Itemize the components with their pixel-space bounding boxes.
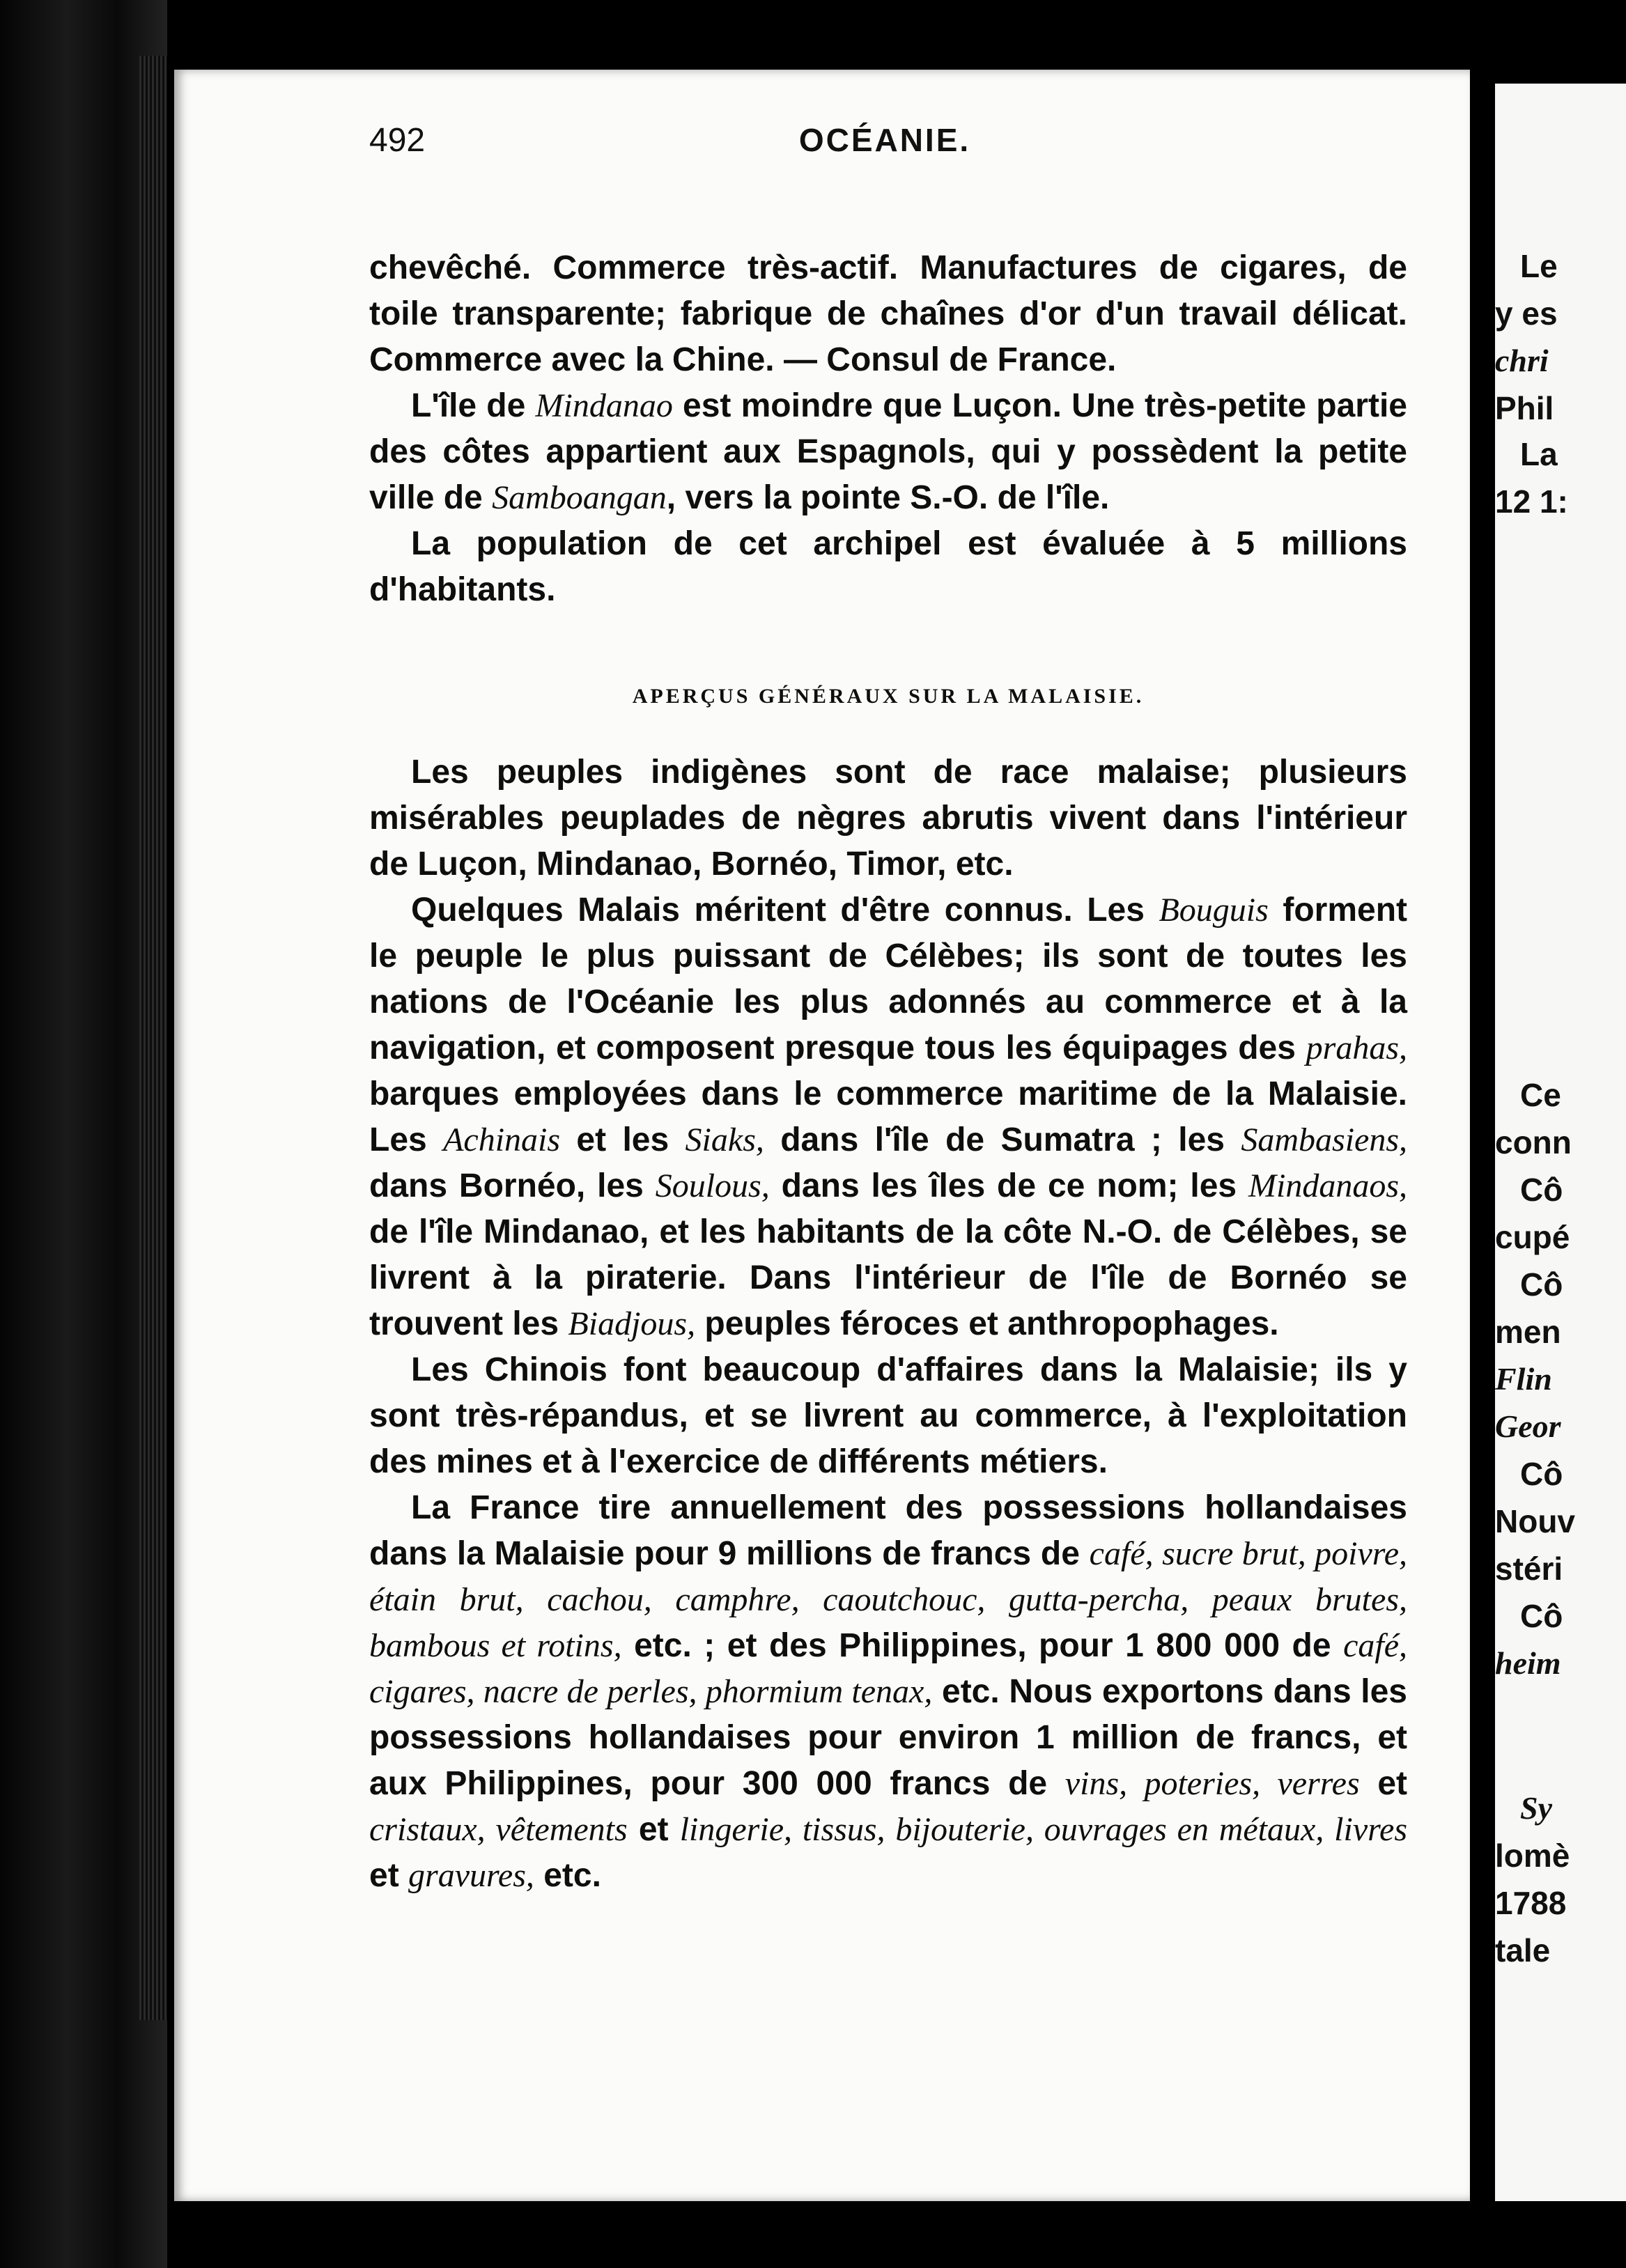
right-page-fragment: y es [1495, 295, 1558, 332]
gutter-shadow [1470, 70, 1495, 2201]
italic-run: gravures, [408, 1857, 534, 1894]
right-page-fragment: cupé [1495, 1219, 1570, 1255]
paragraph-2 [369, 383, 1407, 521]
body-text [369, 245, 1407, 1899]
right-page-fragments [1495, 84, 1626, 2201]
text-run: forment le peuple le plus puissant de Célèbes; ils sont de toutes les nations de l'Océanie les plus adonnés au commerce et à la navigation, et composent presque tous les équipages des [369, 892, 1408, 1066]
right-page-fragment: Cô [1520, 1456, 1563, 1492]
right-page-fragment: stéri [1495, 1551, 1563, 1587]
text-run: dans l'île de Sumatra ; les [764, 1121, 1241, 1158]
paragraph-1-text: chevêché. Commerce très-actif. Manufactures de cigares, de toile transparente; fabrique de chaînes d'or d'un travail délicat. Commerce avec la Chine. — Consul de France. [369, 249, 1407, 378]
paragraph-5 [369, 887, 1407, 1347]
paragraph-4-text: Les peuples indigènes sont de race malaise; plusieurs misérables peuplades de nègres abrutis vivent dans l'intérieur de Luçon, Mindanao, Bornéo, Timor, etc. [369, 754, 1407, 883]
text-run: et [627, 1811, 680, 1848]
right-page-fragment: heim [1495, 1645, 1561, 1681]
right-page-fragment: conn [1495, 1124, 1572, 1160]
right-page-fragment: La [1520, 436, 1558, 472]
text-run: , vers la pointe S.-O. de l'île. [666, 479, 1110, 516]
paragraph-6 [369, 1347, 1407, 1485]
right-page-fragment: Flin [1495, 1361, 1552, 1397]
paragraph-3-text: La population de cet archipel est évaluée à 5 millions d'habitants. [369, 525, 1407, 608]
italic-run: Soulous, [655, 1167, 770, 1204]
right-page-fragment: Sy [1520, 1790, 1552, 1826]
italic-run: lingerie, tissus, bijouterie, ouvrages en métaux, livres [679, 1811, 1408, 1848]
page-edges [139, 56, 167, 2020]
text-run: etc. ; et des Philippines, pour 1 800 000 de [621, 1627, 1344, 1664]
italic-run: Sambasiens, [1241, 1121, 1408, 1158]
paragraph-7 [369, 1485, 1407, 1899]
italic-run: Biadjous, [568, 1305, 696, 1342]
italic-run: café, sucre brut, poivre, étain brut, cachou, camphre, caoutchouc, gutta-percha, peaux brutes, bambous et rotins, [369, 1535, 1407, 1664]
text-run: et [1359, 1765, 1408, 1802]
italic-run: Bouguis [1159, 892, 1269, 929]
paragraph-6-text: Les Chinois font beaucoup d'affaires dans la Malaisie; ils y sont très-répandus, et se livrent au commerce, à l'exploitation des mines et à l'exercice de différents métiers. [369, 1351, 1407, 1480]
italic-run: Siaks, [685, 1121, 764, 1158]
text-run: Quelques Malais méritent d'être connus. Les [411, 892, 1159, 929]
italic-run: cristaux, vêtements [369, 1811, 628, 1848]
page-header [195, 121, 1393, 170]
running-head: OCÉANIE. [798, 122, 971, 158]
page-number: 492 [369, 122, 426, 159]
italic-run: Samboangan [492, 479, 667, 516]
paragraph-1 [369, 245, 1407, 383]
text-run: et les [560, 1121, 686, 1158]
right-page-fragment: Phil [1495, 390, 1554, 426]
right-page-fragment: Cô [1520, 1598, 1563, 1634]
right-page-fragment: chri [1495, 343, 1549, 378]
text-run: et [369, 1857, 409, 1894]
text-run: peuples féroces et anthropophages. [695, 1305, 1279, 1342]
italic-run: Achinais [443, 1121, 561, 1158]
italic-run: prahas, [1306, 1030, 1407, 1066]
right-page-fragment: Le [1520, 248, 1558, 284]
italic-run: café, cigares, nacre de perles, phormium tenax, [369, 1627, 1408, 1710]
right-page-fragment: Cô [1520, 1266, 1563, 1303]
right-page-fragment: tale [1495, 1932, 1551, 1968]
text-run: de l'île Mindanao, et les habitants de la côte N.-O. de Célèbes, se livrent à la piraterie. Dans l'intérieur de l'île de Bornéo se trouvent les [369, 1213, 1407, 1342]
text-run: La France tire annuellement des possessions hollandaises dans la Malaisie pour 9 millions de francs de [369, 1489, 1407, 1572]
italic-run: vins, poteries, verres [1064, 1765, 1360, 1802]
right-page-fragment: Nouv [1495, 1503, 1575, 1539]
right-page-fragment: 12 1: [1495, 483, 1568, 520]
paragraph-4 [369, 749, 1407, 887]
text-run: etc. [534, 1857, 601, 1894]
paragraph-3 [369, 521, 1407, 613]
right-page-fragment: 1788 [1495, 1885, 1567, 1921]
right-page-partial [1495, 84, 1626, 2201]
italic-run: Mindanao [535, 387, 673, 424]
text-run: etc. Nous exportons dans les possessions hollandaises pour environ 1 million de francs, et aux Philippines, pour 300 000 francs de [369, 1673, 1407, 1802]
right-page-fragment: Cô [1520, 1172, 1563, 1208]
right-page-fragment: Ce [1520, 1077, 1561, 1113]
text-run: dans les îles de ce nom; les [769, 1167, 1248, 1204]
text-run: L'île de [411, 387, 536, 424]
text-run: est moindre que Luçon. Une très-petite partie des côtes appartient aux Espagnols, qui y possèdent la petite ville de [369, 387, 1408, 516]
text-run: dans Bornéo, les [369, 1167, 656, 1204]
section-heading: APERÇUS GÉNÉRAUX SUR LA MALAISIE. [632, 685, 1145, 708]
right-page-fragment: Geor [1495, 1408, 1561, 1444]
right-page-fragment: men [1495, 1314, 1561, 1350]
right-page-fragment: lomè [1495, 1838, 1570, 1874]
text-run: barques employées dans le commerce maritime de la Malaisie. Les [369, 1075, 1407, 1158]
italic-run: Mindanaos, [1248, 1167, 1407, 1204]
